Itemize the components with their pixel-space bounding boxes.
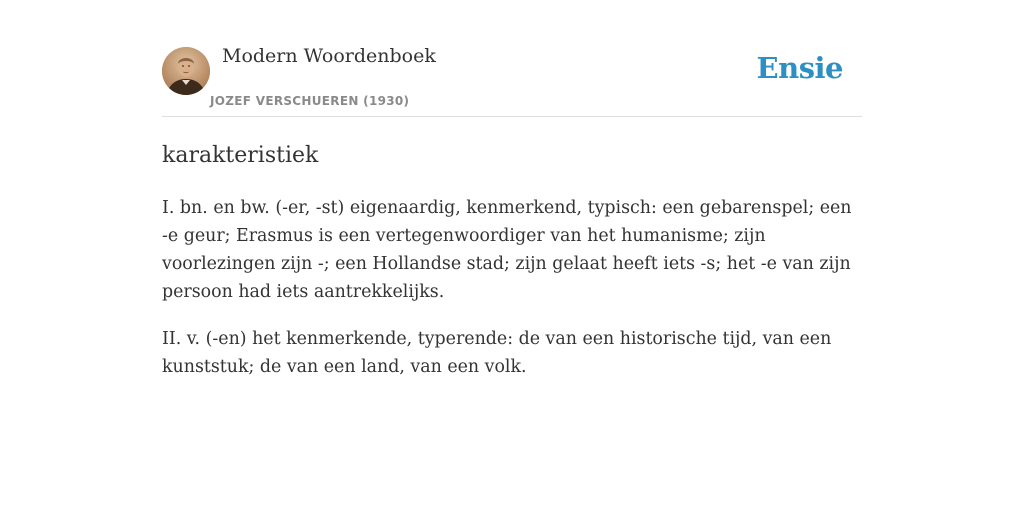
definition-1: I. bn. en bw. (-er, -st) eigenaardig, kenmerkend, typisch: een gebarenspel; een -e geur; Erasmus is een vertegenwoordiger van het humanisme; zijn voorlezingen zijn -; een Hollandse stad; zijn gelaat heeft iets -s; het -e van zijn persoon had iets aantrekkelijks. — [162, 198, 852, 302]
dictionary-title[interactable]: Modern Woordenboek — [222, 45, 436, 67]
dictionary-header — [162, 0, 862, 117]
dictionary-author: JOZEF VERSCHUEREN (1930) — [210, 94, 410, 108]
ensie-logo-link[interactable]: Ensie — [756, 51, 843, 85]
headword: karakteristiek — [162, 143, 319, 168]
definition-2: II. v. (-en) het kenmerkende, typerende: de van een historische tijd, van een kunststuk; de van een land, van een volk. — [162, 329, 832, 377]
entry-container — [162, 0, 862, 381]
portrait-icon — [162, 47, 210, 95]
author-avatar[interactable] — [162, 47, 210, 95]
